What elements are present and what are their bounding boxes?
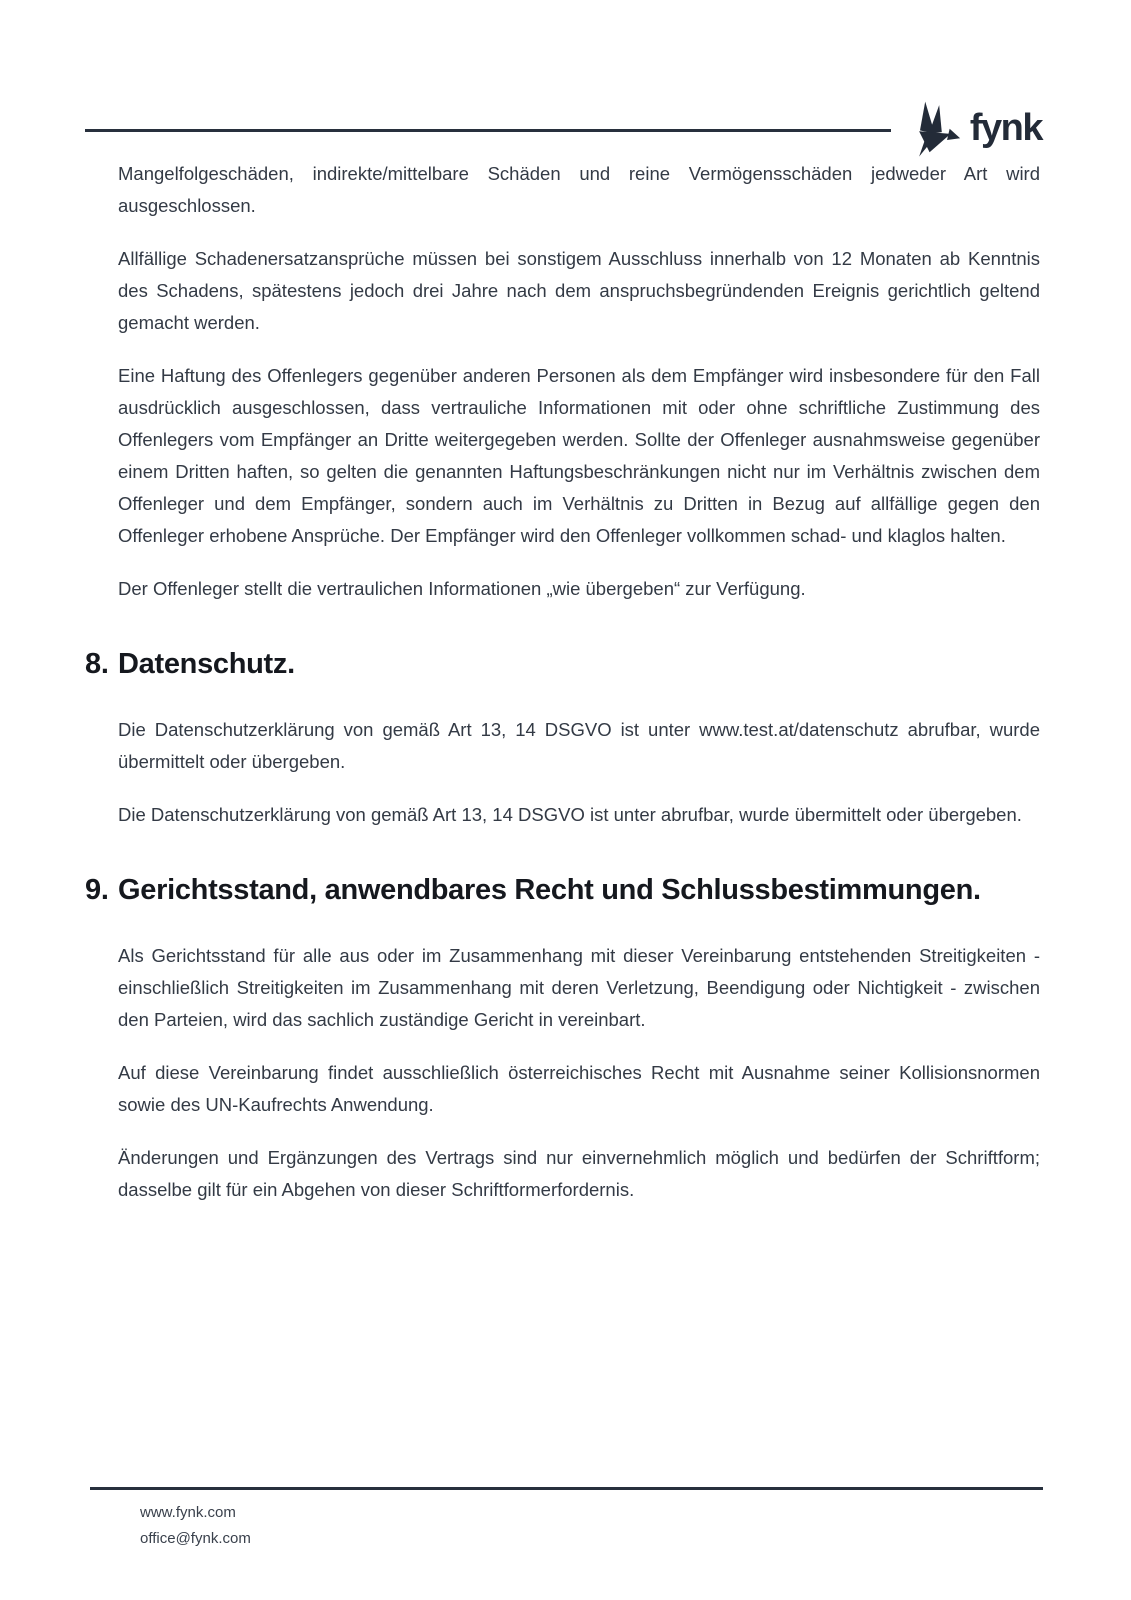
section-title: Datenschutz.: [118, 648, 295, 680]
paragraph: Änderungen und Ergänzungen des Vertrags sind nur einvernehmlich möglich und bedürfen der Schriftform; dasselbe gilt für ein Abgehen von dieser Schriftformerfordernis.: [118, 1147, 1040, 1200]
paragraph: Mangelfolgeschäden, indirekte/mittelbare Schäden und reine Vermögensschäden jedweder Art wird ausgeschlossen.: [118, 163, 1040, 216]
section-heading-8: [85, 642, 1040, 687]
origami-crane-icon: [913, 97, 961, 163]
document-body: [85, 158, 1040, 1227]
section-number: 8.: [85, 648, 109, 680]
paragraph: Der Offenleger stellt die vertraulichen Informationen „wie übergeben“ zur Verfügung.: [118, 578, 806, 599]
footer-email: office@fynk.com: [140, 1530, 251, 1547]
footer-divider: [90, 1487, 1043, 1490]
paragraph: Die Datenschutzerklärung von gemäß Art 13, 14 DSGVO ist unter abrufbar, wurde übermittelt oder übergeben.: [118, 804, 1022, 825]
paragraph: Als Gerichtsstand für alle aus oder im Zusammenhang mit dieser Vereinbarung entstehenden Streitigkeiten - einschließlich Streitigkeiten im Zusammenhang mit deren Verletzung, Beendigung oder Nichtigkeit - zwischen den Parteien, wird das sachlich zuständige Gericht in vereinbart.: [118, 945, 1040, 1030]
page-header: [85, 95, 1042, 165]
page-footer: [90, 1487, 1043, 1552]
paragraph: Auf diese Vereinbarung findet ausschließlich österreichisches Recht mit Ausnahme seiner Kollisionsnormen sowie des UN-Kaufrechts Anwendung.: [118, 1062, 1040, 1115]
brand-name: fynk: [969, 107, 1042, 149]
header-divider: [85, 129, 891, 132]
paragraph: Eine Haftung des Offenlegers gegenüber anderen Personen als dem Empfänger wird insbesondere für den Fall ausdrücklich ausgeschlossen, dass vertrauliche Informationen mit oder ohne schriftliche Zustimmung des Offenlegers vom Empfänger an Dritte weitergegeben werden. Sollte der Offenleger ausnahmsweise gegenüber einem Dritten haften, so gelten die genannten Haftungsbeschränkungen nicht nur im Verhältnis zwischen dem Offenleger und dem Empfänger, sondern auch im Verhältnis zu Dritten in Bezug auf allfällige gegen den Offenleger erhobene Ansprüche. Der Empfänger wird den Offenleger vollkommen schad- und klaglos halten.: [118, 365, 1040, 546]
brand-logo: [913, 97, 1042, 163]
footer-website: www.fynk.com: [140, 1504, 236, 1521]
section-title: Gerichtsstand, anwendbares Recht und Schlussbestimmungen.: [118, 874, 981, 906]
paragraph: Die Datenschutzerklärung von gemäß Art 13, 14 DSGVO ist unter www.test.at/datenschutz abrufbar, wurde übermittelt oder übergeben.: [118, 719, 1040, 772]
paragraph: Allfällige Schadenersatzansprüche müssen bei sonstigem Ausschluss innerhalb von 12 Monaten ab Kenntnis des Schadens, spätestens jedoch drei Jahre nach dem anspruchsbegründenden Ereignis gerichtlich geltend gemacht werden.: [118, 248, 1040, 333]
section-heading-9: [85, 868, 1040, 913]
section-number: 9.: [85, 874, 109, 906]
